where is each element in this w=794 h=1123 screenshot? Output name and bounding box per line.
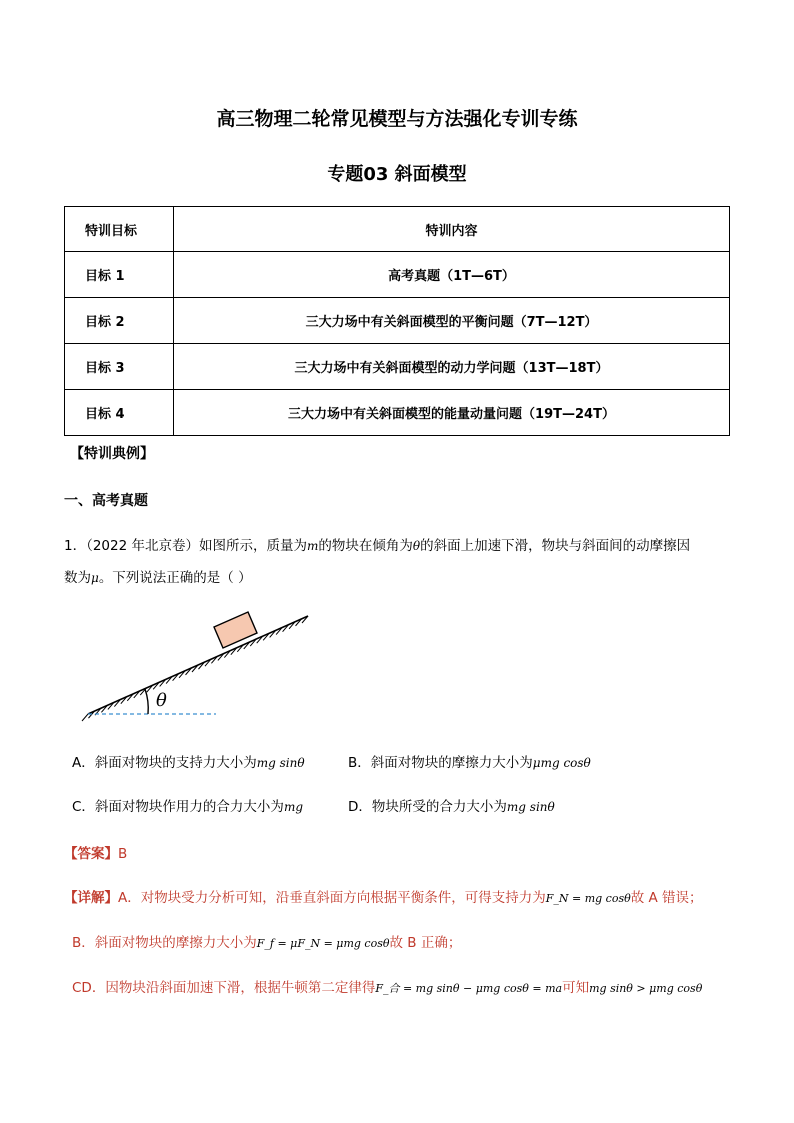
detail-line-a: 【详解】A．对物块受力分析可知，沿垂直斜面方向根据平衡条件，可得支持力为F_N = mg cosθ故 A 错误； xyxy=(64,890,703,906)
angle-label: θ xyxy=(156,690,167,711)
table-header-row xyxy=(65,207,730,252)
table-row xyxy=(65,390,730,436)
question-line-2: 数为μ。下列说法正确的是（ ） xyxy=(64,570,252,586)
table-cell: 三大力场中有关斜面模型的平衡问题（7T—12T） xyxy=(174,298,730,344)
option-c: C．斜面对物块作用力的合力大小为mg xyxy=(72,799,303,815)
table-header-cell: 特训内容 xyxy=(174,207,730,252)
question-line-1: 1．（2022 年北京卷）如图所示，质量为m的物块在倾角为θ的斜面上加速下滑，物块与斜面间的动摩擦因 xyxy=(64,538,691,554)
table-header-cell: 特训目标 xyxy=(65,207,174,252)
table-cell: 目标 4 xyxy=(65,390,174,436)
answer-label: 【答案】 xyxy=(64,846,118,862)
math-m: m xyxy=(307,539,319,553)
detail-line-b: B．斜面对物块的摩擦力大小为F_f = μF_N = μmg cosθ故 B 正确； xyxy=(72,935,462,951)
table-cell: 目标 3 xyxy=(65,344,174,390)
hatch-mark xyxy=(82,714,88,721)
table-cell: 三大力场中有关斜面模型的动力学问题（13T—18T） xyxy=(174,344,730,390)
block xyxy=(214,612,257,648)
section-heading-examples: 【特训典例】 xyxy=(70,446,154,462)
goals-table xyxy=(64,206,730,436)
table-cell: 三大力场中有关斜面模型的能量动量问题（19T—24T） xyxy=(174,390,730,436)
table-cell: 目标 1 xyxy=(65,252,174,298)
option-d: D．物块所受的合力大小为mg sinθ xyxy=(348,799,555,815)
section-heading-exams: 一、高考真题 xyxy=(64,493,148,509)
table-cell: 高考真题（1T—6T） xyxy=(174,252,730,298)
table-cell: 目标 2 xyxy=(65,298,174,344)
angle-arc xyxy=(145,689,148,714)
table-row xyxy=(65,252,730,298)
page-title: 高三物理二轮常见模型与方法强化专训专练 xyxy=(216,108,578,130)
table-row xyxy=(65,298,730,344)
answer-line xyxy=(64,842,127,862)
option-a: A．斜面对物块的支持力大小为mg sinθ xyxy=(72,755,305,771)
math-theta: θ xyxy=(412,539,421,553)
incline-hatching xyxy=(82,616,308,721)
incline-figure xyxy=(80,600,320,725)
option-b: B．斜面对物块的摩擦力大小为μmg cosθ xyxy=(348,755,591,771)
page-subtitle: 专题03 斜面模型 xyxy=(327,164,467,185)
table-row xyxy=(65,344,730,390)
answer-value: B xyxy=(118,846,128,862)
math-mu: μ xyxy=(91,571,99,585)
detail-line-cd: CD．因物块沿斜面加速下滑，根据牛顿第二定律得F_合 = mg sinθ − μmg cosθ = ma可知mg sinθ > μmg cosθ xyxy=(72,980,703,996)
